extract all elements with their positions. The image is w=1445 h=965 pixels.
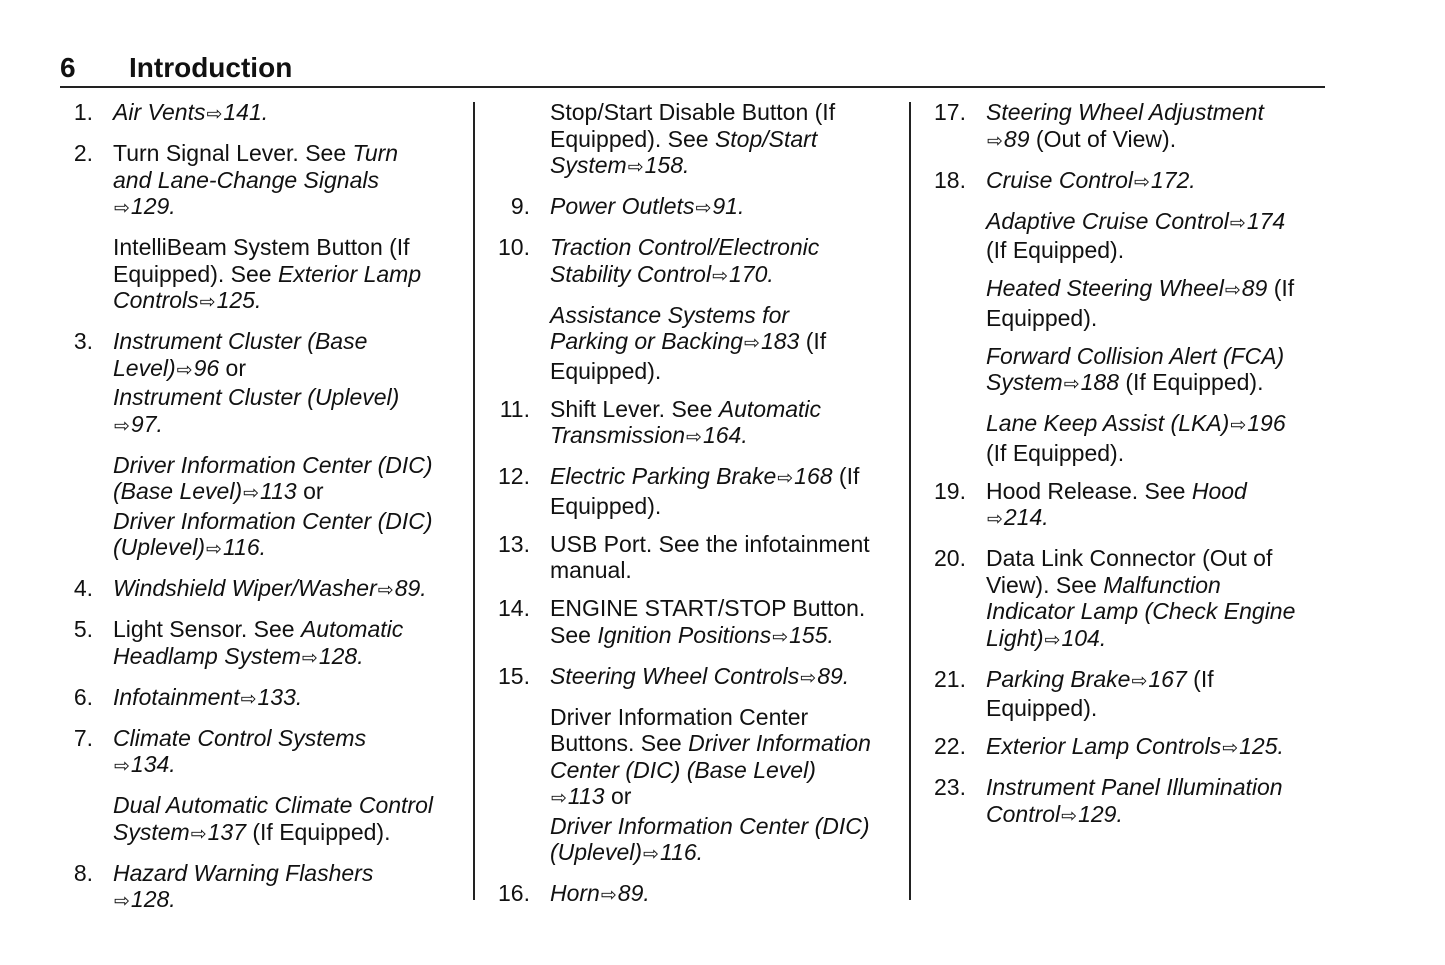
item-number: 12. (498, 463, 530, 489)
item-number: 5. (73, 616, 93, 642)
page-arrow-icon: ⇨ (686, 427, 702, 448)
ref-link[interactable]: Air Vents (113, 99, 206, 125)
item-text: See (550, 621, 598, 648)
page-ref: 116. (222, 534, 267, 560)
ref-link[interactable]: Control (986, 800, 1061, 827)
page-ref: 129. (1078, 800, 1123, 827)
page-arrow-icon: ⇨ (114, 415, 130, 437)
page-arrow-icon: ⇨ (199, 292, 216, 313)
list-item (60, 140, 470, 223)
ref-link[interactable]: Instrument Panel Illumination (986, 774, 1283, 800)
item-text: or (219, 354, 247, 381)
ref-link[interactable]: Power Outlets (550, 193, 695, 219)
ref-link[interactable]: Driver Information Center (DIC) (113, 507, 433, 534)
ref-link[interactable]: Parking or Backing (550, 328, 744, 354)
list-item (933, 99, 1333, 155)
column-3 (933, 99, 1333, 842)
list-item (933, 167, 1333, 197)
page-arrow-icon: ⇨ (1230, 415, 1247, 436)
page-arrow-icon: ⇨ (600, 885, 617, 906)
page-arrow-icon: ⇨ (777, 468, 794, 489)
page-ref: 96 (193, 354, 220, 381)
item-number: 19. (934, 477, 966, 504)
ref-link[interactable]: Center (DIC) (Base Level) (550, 756, 816, 783)
page-ref: 89. (394, 575, 427, 601)
list-item (497, 234, 907, 290)
item-text: (If Equipped). (245, 818, 391, 845)
page-ref: 91. (712, 193, 745, 219)
item-text: Data Link Connector (Out of (986, 545, 1273, 571)
page-arrow-icon: ⇨ (712, 265, 728, 287)
item-number: 13. (498, 530, 530, 557)
list-item (933, 666, 1333, 722)
item-text: Buttons. See (550, 730, 689, 756)
item-text: (If Equipped). (1118, 369, 1264, 395)
ref-link[interactable]: Malfunction (1103, 571, 1221, 598)
item-text: Equipped). See (550, 125, 715, 152)
ref-link[interactable]: System (986, 369, 1063, 395)
list-item (497, 595, 907, 651)
ref-link[interactable]: Assistance Systems for (550, 301, 790, 328)
item-number: 4. (73, 575, 93, 601)
list-item (497, 663, 907, 693)
page-arrow-icon: ⇨ (695, 198, 712, 219)
ref-link[interactable]: Controls (113, 287, 199, 313)
page-arrow-icon: ⇨ (987, 509, 1003, 530)
column-2 (497, 99, 907, 921)
list-item (60, 99, 470, 129)
page-ref: 188 (1080, 369, 1119, 395)
ref-link[interactable]: Driver Information Center (DIC) (113, 451, 433, 478)
page-number: 6 (60, 52, 76, 83)
item-text: (If Equipped). (986, 237, 1125, 263)
page-arrow-icon: ⇨ (301, 647, 318, 669)
list-item (933, 478, 1333, 534)
page-ref: 133. (257, 683, 303, 710)
list-subitem (60, 792, 470, 848)
item-number: 3. (73, 328, 93, 354)
ref-link[interactable]: Adaptive Cruise Control (986, 207, 1229, 234)
page-arrow-icon: ⇨ (800, 667, 817, 689)
list-item (933, 545, 1333, 654)
page-arrow-icon: ⇨ (1134, 171, 1150, 193)
page-ref: 168 (794, 463, 833, 489)
item-text: Stop/Start Disable Button (If (550, 99, 836, 125)
ref-link[interactable]: Electric Parking Brake (550, 463, 777, 489)
page-ref: 137 (207, 818, 246, 845)
list-item (933, 733, 1333, 763)
ref-link[interactable]: Infotainment (113, 683, 240, 710)
ref-link[interactable]: Exterior Lamp (277, 260, 422, 287)
page-arrow-icon: ⇨ (772, 626, 789, 648)
ref-link[interactable]: Hazard Warning Flashers (113, 859, 374, 886)
item-text: Equipped). (550, 492, 662, 519)
page-header (60, 50, 1325, 88)
item-number: 10. (498, 234, 530, 260)
ref-link[interactable]: Steering Wheel Controls (550, 662, 800, 689)
ref-link[interactable]: Automatic (300, 616, 404, 642)
list-subitem (497, 704, 907, 869)
list-subitem (933, 343, 1333, 399)
item-text: (If (799, 328, 827, 354)
page-arrow-icon: ⇨ (643, 844, 659, 865)
ref-link[interactable]: Horn (550, 880, 600, 906)
item-text: (If Equipped). (986, 439, 1125, 466)
ref-link[interactable]: Ignition Positions (597, 621, 772, 648)
item-text: Turn Signal Lever. See (113, 140, 353, 166)
item-number: 9. (510, 193, 530, 219)
ref-link[interactable]: Lane Keep Assist (LKA) (986, 410, 1230, 436)
ref-link[interactable]: Indicator Lamp (Check Engine (986, 598, 1296, 624)
item-number: 16. (498, 880, 530, 906)
page-ref: 125. (216, 287, 262, 313)
page-arrow-icon: ⇨ (240, 688, 257, 710)
item-text: (If (1267, 275, 1295, 301)
item-text: Driver Information Center (550, 703, 809, 730)
list-item (60, 616, 470, 672)
page-ref: 214. (1003, 504, 1049, 530)
ref-link[interactable]: Parking Brake (986, 665, 1131, 692)
item-text: (If (832, 463, 860, 489)
list-subitem (497, 302, 907, 385)
page-ref: 89 (1003, 125, 1030, 152)
item-number: 2. (73, 140, 93, 166)
ref-link[interactable]: Instrument Cluster (Base (113, 328, 368, 354)
ref-link[interactable]: Driver Information (688, 730, 871, 756)
page-ref: 183 (760, 328, 800, 354)
page-ref: 172. (1150, 166, 1196, 193)
ref-link[interactable]: (Uplevel) (113, 534, 206, 560)
list-subitem (933, 410, 1333, 466)
page-arrow-icon: ⇨ (176, 359, 193, 381)
page-ref: 125. (1239, 733, 1284, 759)
ref-link[interactable]: Instrument Cluster (Uplevel) (113, 384, 400, 410)
ref-link[interactable]: Hood (1191, 477, 1247, 504)
list-item (933, 774, 1333, 830)
item-number: 21. (934, 665, 966, 692)
page-arrow-icon: ⇨ (1131, 670, 1148, 692)
page-arrow-icon: ⇨ (114, 198, 130, 219)
item-number: 11. (499, 395, 530, 422)
item-text: Hood Release. See (986, 477, 1192, 504)
list-item (497, 463, 907, 519)
ref-link[interactable]: System (550, 152, 627, 178)
item-number: 18. (934, 166, 966, 193)
item-text: Equipped). See (113, 260, 278, 287)
page-ref: 174 (1246, 207, 1286, 234)
page-arrow-icon: ⇨ (744, 333, 760, 354)
item-number: 22. (934, 733, 966, 759)
ref-link[interactable]: Forward Collision Alert (FCA) (986, 342, 1285, 369)
page-arrow-icon: ⇨ (551, 788, 567, 809)
item-text: or (296, 478, 324, 504)
page-arrow-icon: ⇨ (1222, 738, 1239, 759)
ref-link[interactable]: Turn (352, 140, 399, 166)
page-ref: 196 (1247, 410, 1286, 436)
item-number: 20. (934, 545, 966, 571)
section-title: Introduction (129, 52, 293, 83)
item-number: 23. (934, 774, 966, 800)
item-number: 1. (73, 99, 93, 125)
item-number: 6. (73, 683, 93, 710)
item-text: USB Port. See the infotainment (550, 530, 870, 557)
page-arrow-icon: ⇨ (206, 104, 223, 125)
page-ref: 128. (318, 642, 364, 669)
ref-link[interactable]: Stability Control (550, 260, 712, 287)
item-text: (If (1186, 665, 1214, 692)
ref-link[interactable]: Headlamp System (113, 642, 301, 669)
page-ref: 89. (617, 880, 650, 906)
list-item (60, 684, 470, 714)
list-item (60, 725, 470, 781)
page-arrow-icon: ⇨ (1224, 280, 1241, 301)
list-subitem (933, 208, 1333, 264)
ref-link[interactable]: Heated Steering Wheel (986, 275, 1224, 301)
page-arrow-icon: ⇨ (1229, 212, 1246, 234)
page-arrow-icon: ⇨ (206, 539, 222, 560)
item-number: 17. (934, 99, 966, 125)
item-text: (Out of View). (1029, 125, 1177, 152)
ref-link[interactable]: Level) (113, 354, 176, 381)
page-ref: 104. (1061, 624, 1107, 651)
list-subitem (60, 452, 470, 564)
page-arrow-icon: ⇨ (114, 756, 130, 777)
page-arrow-icon: ⇨ (190, 823, 207, 845)
page-arrow-icon: ⇨ (377, 580, 394, 601)
item-number: 8. (73, 859, 93, 886)
list-subitem (60, 234, 470, 317)
list-item (60, 575, 470, 605)
ref-link[interactable]: Exterior Lamp Controls (986, 733, 1222, 759)
page-ref: 155. (789, 621, 834, 648)
item-text: Equipped). (986, 695, 1098, 721)
list-subitem (497, 99, 907, 182)
page-ref: 128. (130, 886, 176, 912)
list-item (497, 880, 907, 910)
ref-link[interactable]: Automatic (718, 395, 822, 422)
column-divider-1 (473, 102, 475, 900)
page-ref: 158. (644, 152, 690, 178)
ref-link[interactable]: Traction Control/Electronic (550, 234, 820, 260)
page-ref: 164. (702, 422, 748, 448)
ref-link[interactable]: Driver Information Center (DIC) (550, 812, 870, 839)
page-arrow-icon: ⇨ (1063, 374, 1080, 395)
ref-link[interactable]: Light) (986, 624, 1044, 651)
ref-link[interactable]: (Uplevel) (550, 839, 643, 865)
item-number: 14. (498, 595, 530, 621)
list-item (60, 328, 470, 440)
ref-link[interactable]: (Base Level) (113, 478, 243, 504)
item-number: 7. (73, 724, 93, 751)
ref-link[interactable]: Steering Wheel Adjustment (986, 99, 1264, 125)
column-divider-2 (909, 102, 911, 900)
item-number: 15. (498, 662, 530, 689)
list-item (497, 193, 907, 223)
ref-link[interactable]: and Lane-Change Signals (113, 166, 379, 193)
item-text: Equipped). (986, 304, 1098, 331)
ref-link[interactable]: Cruise Control (986, 166, 1133, 193)
page-ref: 113 (260, 478, 297, 504)
page-arrow-icon: ⇨ (114, 891, 130, 912)
page-arrow-icon: ⇨ (987, 130, 1003, 152)
item-text: IntelliBeam System Button (If (113, 234, 410, 260)
ref-link[interactable]: Climate Control Systems (113, 724, 367, 751)
page-arrow-icon: ⇨ (243, 483, 260, 504)
item-text: Light Sensor. See (113, 616, 301, 642)
item-text: ENGINE START/STOP Button. (550, 595, 866, 621)
item-text: manual. (550, 557, 632, 583)
ref-link[interactable]: Transmission (550, 422, 686, 448)
page-ref: 89 (1241, 275, 1268, 301)
page-arrow-icon: ⇨ (1061, 805, 1078, 827)
page-ref: 113 (567, 783, 605, 809)
column-1 (60, 99, 470, 927)
ref-link[interactable]: System (113, 818, 190, 845)
item-text: Equipped). (550, 357, 662, 384)
item-text: or (604, 783, 632, 809)
item-text: View). See (986, 571, 1104, 598)
page-arrow-icon: ⇨ (1044, 629, 1061, 651)
page-ref: 116. (659, 839, 704, 865)
page-ref: 170. (729, 260, 774, 287)
page-arrow-icon: ⇨ (627, 157, 644, 178)
page-ref: 89. (817, 662, 850, 689)
ref-link[interactable]: Windshield Wiper/Washer (113, 575, 377, 601)
page-ref: 129. (130, 193, 176, 219)
item-text: Shift Lever. See (550, 395, 719, 422)
page-ref: 141. (223, 99, 269, 125)
list-item (497, 531, 907, 584)
list-item (60, 860, 470, 916)
page-ref: 97. (130, 410, 163, 437)
page-ref: 167 (1148, 665, 1187, 692)
list-subitem (933, 275, 1333, 331)
list-item (497, 396, 907, 452)
ref-link[interactable]: Stop/Start (714, 125, 818, 152)
ref-link[interactable]: Dual Automatic Climate Control (113, 792, 433, 818)
page-ref: 134. (130, 751, 176, 777)
